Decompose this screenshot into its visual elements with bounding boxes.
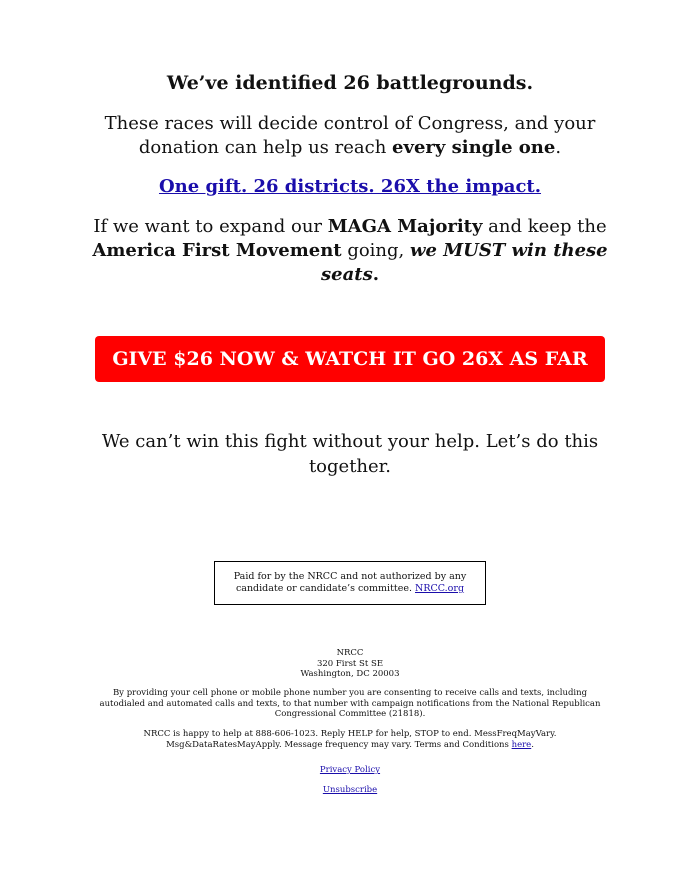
maga-paragraph [70,215,630,287]
disclaimer-inner [215,571,485,595]
intro-bold: every single one [392,137,556,158]
disclaimer-text: Paid for by the NRCC and not authorized by any candidate or candidate’s committee. [233,571,467,594]
help-body: NRCC is happy to help at 888-606-1023. Reply HELP for help, STOP to end. MessFreqMayVary. Msg&DataRatesMayApply. Message frequency may vary. Terms and Conditions [143,729,557,750]
sms-consent-text: By providing your cell phone or mobile phone number you are consenting to receive calls and texts, including autodialed and automated calls and texts, to that number with campaign notifications from the National Republican Congressional Committee (21818). [99,688,601,719]
intro-end: . [555,137,562,158]
headline: We’ve identified 26 battlegrounds. [166,72,534,94]
paid-for-disclaimer [214,561,486,605]
maga-period: . [372,264,379,285]
help-text [110,729,590,750]
nrcc-org-link[interactable]: NRCC.org [415,583,465,594]
intro-text: These races will decide control of Congress, and your donation can help us reach [104,113,596,158]
impact-link[interactable]: One gift. 26 districts. 26X the impact. [158,176,542,197]
privacy-footer [250,765,450,776]
address-line-3: Washington, DC 20003 [300,669,400,679]
unsubscribe-link[interactable]: Unsubscribe [322,785,378,795]
intro-paragraph [70,112,630,160]
privacy-policy-link[interactable]: Privacy Policy [319,765,381,775]
terms-here-link[interactable]: here [511,739,532,750]
maga-text-1: If we want to expand our [93,216,328,237]
maga-text-2: and keep the [482,216,607,237]
america-first-bold: America First Movement [92,240,342,261]
maga-text-3: going, [341,240,410,261]
unsubscribe-footer [250,785,450,796]
address-line-2: 320 First St SE [316,658,384,669]
mailing-address [200,648,500,680]
must-bold-italic: we MUST [410,240,506,261]
address-line-1: NRCC [336,648,364,658]
win-seats-bold-italic: win these seats [321,240,608,285]
give-now-button[interactable]: GIVE $26 NOW & WATCH IT GO 26X AS FAR [95,336,605,382]
closing-paragraph: We can’t win this fight without your help. Let’s do this together. [101,431,599,477]
maga-majority-bold: MAGA Majority [327,216,483,237]
help-end: . [531,739,534,750]
